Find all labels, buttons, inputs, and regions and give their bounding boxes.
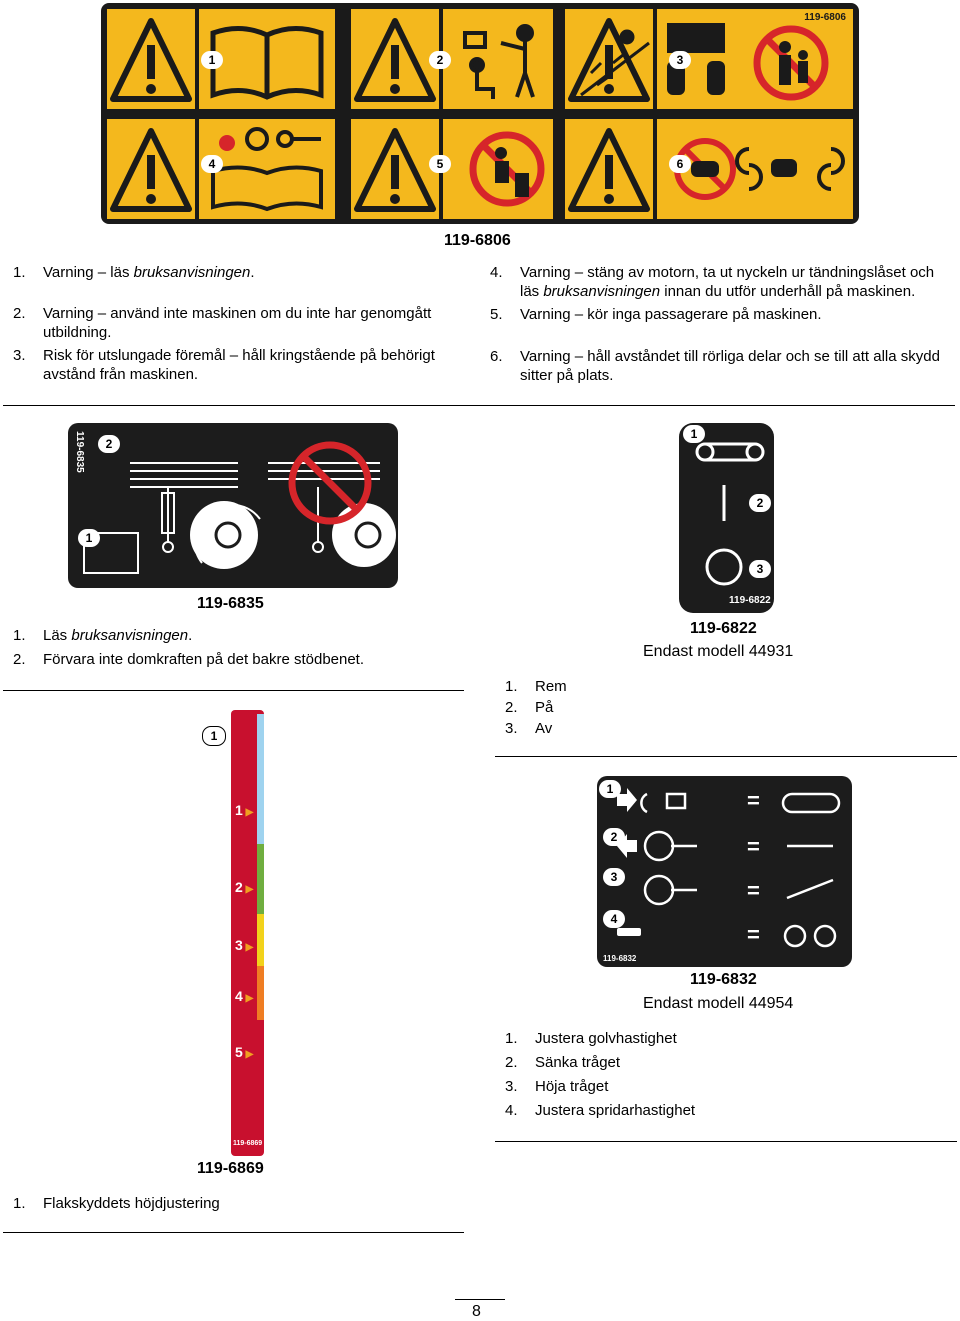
list-item: 1. Läs bruksanvisningen. bbox=[13, 627, 193, 644]
callout-6: 6 bbox=[669, 155, 691, 173]
callout-2: 2 bbox=[603, 828, 625, 846]
callout-3: 3 bbox=[669, 51, 691, 69]
decal-code-119-6806: 119-6806 bbox=[444, 232, 511, 249]
decal-119-6869-image bbox=[231, 710, 264, 1156]
callout-3: 3 bbox=[603, 868, 625, 886]
list-item: 5. Varning – kör inga passagerare på maskinen. bbox=[490, 306, 822, 323]
equals-sign: = bbox=[747, 878, 760, 903]
list-item: 1. Varning – läs bruksanvisningen. bbox=[13, 264, 255, 281]
decal-code-119-6832: 119-6832 bbox=[690, 971, 757, 988]
decal-subtitle: Endast modell 44954 bbox=[643, 995, 794, 1012]
list-item: 3. Risk för utslungade föremål – håll kringstående på behörigt avstånd från maskinen. bbox=[13, 347, 435, 383]
decal-6835-items bbox=[13, 626, 453, 669]
callout-1: 1 bbox=[78, 529, 100, 547]
list-item: 2. På bbox=[505, 699, 554, 716]
decal-subtitle: Endast modell 44931 bbox=[643, 643, 794, 660]
callout-2: 2 bbox=[98, 435, 120, 453]
color-band-yellow bbox=[257, 914, 264, 966]
decal-119-6832-image bbox=[597, 776, 852, 967]
list-item: 3. Av bbox=[505, 720, 553, 737]
scale-mark-4: 4 ▶ bbox=[235, 988, 254, 1004]
scale-mark-5: 5 ▶ bbox=[235, 1044, 254, 1060]
decal-tag: 119-6835 bbox=[74, 431, 85, 473]
callout-4: 4 bbox=[603, 910, 625, 928]
equals-sign: = bbox=[747, 922, 760, 947]
decal-119-6822-image bbox=[679, 423, 774, 613]
decal-6832-items bbox=[505, 1029, 805, 1120]
list-item: 6. Varning – håll avståndet till rörliga delar och se till att alla skydd sitter på plats. bbox=[490, 348, 940, 384]
decal-6806-items-right bbox=[490, 263, 955, 385]
callout-1: 1 bbox=[599, 780, 621, 798]
scale-mark-3: 3 ▶ bbox=[235, 937, 254, 953]
list-item: 2. Varning – använd inte maskinen om du inte har genomgått utbildning. bbox=[13, 305, 432, 341]
divider bbox=[495, 756, 957, 757]
callout-1: 1 bbox=[201, 51, 223, 69]
decal-tag: 119-6832 bbox=[603, 954, 637, 963]
list-item: 1. Justera golvhastighet bbox=[505, 1030, 677, 1047]
equals-sign: = bbox=[747, 788, 760, 813]
page-number-rule bbox=[455, 1299, 505, 1300]
list-item: 4. Varning – stäng av motorn, ta ut nyckeln ur tändningslåset och läs bruksanvisningen innan du utför underhåll på maskinen. bbox=[490, 264, 935, 300]
decal-119-6806-image bbox=[101, 3, 859, 224]
decal-code-119-6835: 119-6835 bbox=[197, 595, 264, 612]
scale-mark-2: 2 ▶ bbox=[235, 879, 254, 895]
decal-tag: 119-6806 bbox=[801, 11, 849, 24]
list-item: 1. Flakskyddets höjdjustering bbox=[13, 1195, 220, 1212]
color-band-green bbox=[257, 844, 264, 914]
color-band-blue bbox=[257, 714, 264, 844]
decal-tag: 119-6869 bbox=[233, 1140, 263, 1147]
decal-tag: 119-6822 bbox=[729, 595, 771, 606]
decal-code-119-6822: 119-6822 bbox=[690, 620, 757, 637]
decal-6822-items bbox=[505, 677, 705, 738]
divider bbox=[3, 405, 955, 406]
page-number: 8 bbox=[472, 1303, 481, 1320]
list-item: 4. Justera spridarhastighet bbox=[505, 1102, 696, 1119]
scale-mark-1: 1 ▶ bbox=[235, 802, 254, 818]
divider bbox=[3, 1232, 464, 1233]
list-item: 1. Rem bbox=[505, 678, 567, 695]
list-item: 3. Höja tråget bbox=[505, 1078, 609, 1095]
callout-5: 5 bbox=[429, 155, 451, 173]
color-band-orange bbox=[257, 966, 264, 1020]
divider bbox=[3, 690, 464, 691]
list-item: 2. Sänka tråget bbox=[505, 1054, 621, 1071]
decal-6869-items bbox=[13, 1194, 453, 1213]
equals-sign: = bbox=[747, 834, 760, 859]
callout-1: 1 bbox=[683, 425, 705, 443]
callout-4: 4 bbox=[201, 155, 223, 173]
callout-2: 2 bbox=[429, 51, 451, 69]
decal-code-119-6869: 119-6869 bbox=[197, 1160, 264, 1177]
decal-6806-items-left bbox=[13, 263, 468, 384]
callout-2: 2 bbox=[749, 494, 771, 512]
callout-1: 1 bbox=[202, 726, 226, 746]
callout-3: 3 bbox=[749, 560, 771, 578]
divider bbox=[495, 1141, 957, 1142]
list-item: 2. Förvara inte domkraften på det bakre stödbenet. bbox=[13, 651, 365, 668]
decal-119-6835-image bbox=[68, 423, 398, 588]
